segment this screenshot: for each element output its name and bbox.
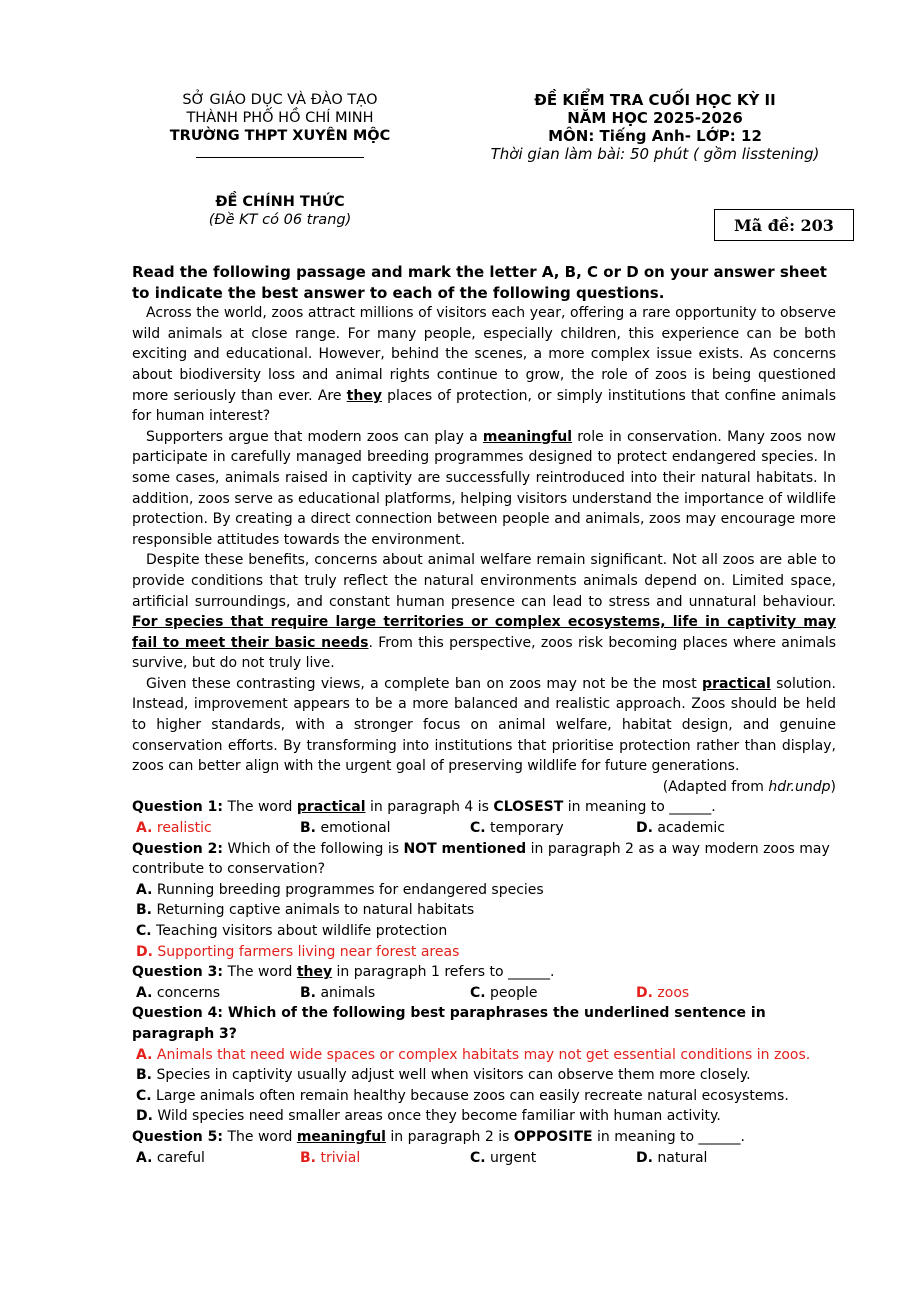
question-2-option-b[interactable] [132, 900, 836, 921]
question-1-option-a[interactable] [136, 818, 300, 839]
paragraph-3 [132, 550, 836, 674]
option-text: urgent [490, 1149, 537, 1166]
question-5-options [132, 1148, 836, 1169]
page-count-note: (Đề KT có 06 trang) [208, 212, 352, 228]
paragraph-1-text-a: Across the world, zoos attract millions of visitors each year, offering a rare opportunity to observe wild animals at close range. For many people, especially children, this experience can be both exciting and educational. However, behind the scenes, a more complex issue exists. As concerns about biodiversity loss and animal rights continue to grow, the role of zoos is being questioned more seriously than ever. Are [132, 305, 836, 404]
keyword-practical: practical [702, 675, 771, 692]
question-4-option-b[interactable] [132, 1065, 836, 1086]
question-5-option-b[interactable] [300, 1148, 470, 1169]
question-1 [132, 797, 836, 818]
paragraph-4-text-b: solution. Instead, improvement appears to be a more balanced and realistic approach. Zoos should be held to higher standards, with a stronger focus on animal welfare, habitat design, and genuine conservation efforts. By transforming into institutions that prioritise protection rather than display, zoos can better align with the urgent goal of preserving wildlife for future generations. [132, 675, 837, 775]
exam-code-box [714, 209, 854, 241]
school-name: TRƯỜNG THPT XUYÊN MỘC [169, 128, 391, 144]
option-text: zoos [657, 984, 690, 1001]
paragraph-3-text-b: . From this perspective, zoos risk becoming places where animals survive, but do not truly live. [132, 634, 837, 672]
school-year: NĂM HỌC 2025-2026 [567, 109, 743, 127]
question-4-option-a[interactable] [132, 1045, 836, 1066]
department-name: SỞ GIÁO DỤC VÀ ĐÀO TẠO [182, 92, 378, 108]
option-letter: C. [470, 984, 486, 1001]
question-5-label: Question 5: [132, 1128, 223, 1145]
question-4-option-d[interactable] [132, 1106, 836, 1127]
option-letter: A. [136, 1046, 153, 1063]
option-letter: B. [136, 902, 152, 919]
question-3-text-b: in paragraph 1 refers to ______. [332, 964, 555, 981]
option-text: emotional [320, 820, 391, 837]
option-letter: A. [136, 984, 153, 1001]
option-letter: D. [136, 1108, 153, 1125]
option-text: realistic [156, 820, 212, 837]
question-1-option-d[interactable] [636, 818, 725, 839]
option-letter: D. [636, 1149, 653, 1166]
underlined-sentence: For species that require large territories or complex ecosystems, life in captivity may fail to meet their basic needs [132, 614, 836, 651]
question-3-option-b[interactable] [300, 983, 470, 1004]
option-text: careful [156, 1149, 205, 1166]
paragraph-2-text-a: Supporters argue that modern zoos can play a [146, 428, 483, 445]
question-4 [132, 1003, 836, 1044]
question-3-label: Question 3: [132, 964, 223, 981]
paragraph-1-text-b: places of protection, or simply institutions that confine animals for human interest? [132, 387, 836, 425]
question-5-option-d[interactable] [636, 1148, 707, 1169]
option-text: trivial [320, 1149, 361, 1166]
question-5-option-c[interactable] [470, 1148, 636, 1169]
paragraph-4 [132, 674, 836, 777]
option-text: Teaching visitors about wildlife protection [156, 923, 448, 939]
question-5-emphasis: OPPOSITE [513, 1128, 593, 1145]
question-2-option-d[interactable] [132, 942, 836, 963]
keyword-meaningful: meaningful [482, 428, 573, 445]
source-credit [132, 777, 836, 798]
question-5 [132, 1127, 836, 1148]
question-1-text-b: in paragraph 4 is [365, 799, 494, 816]
question-1-options [132, 818, 836, 839]
question-1-label: Question 1: [132, 799, 223, 816]
question-5-text-c: in meaning to ______. [592, 1128, 745, 1145]
question-3 [132, 962, 836, 983]
option-text: Wild species need smaller areas once they become familiar with human activity. [157, 1108, 721, 1125]
source-suffix: ) [830, 778, 836, 795]
source-name: hdr.undp [768, 778, 831, 795]
school-header [150, 91, 410, 145]
question-3-options [132, 983, 836, 1004]
option-text: Animals that need wide spaces or complex habitats may not get essential conditions in zoos. [156, 1046, 811, 1063]
header-divider [196, 157, 364, 158]
instruction: Read the following passage and mark the letter A, B, C or D on your answer sheet to indicate the best answer to each of the following questions. [132, 263, 827, 302]
city-name: THÀNH PHỐ HỒ CHÍ MINH [186, 110, 374, 126]
option-letter: B. [300, 984, 316, 1001]
option-letter: D. [636, 984, 653, 1001]
question-5-text-a: The word [223, 1128, 297, 1145]
keyword-they: they [346, 387, 382, 404]
paragraph-1 [132, 303, 836, 427]
official-label: ĐỀ CHÍNH THỨC [215, 194, 345, 210]
option-text: animals [320, 984, 376, 1001]
question-4-option-c[interactable] [132, 1086, 836, 1107]
question-3-text-a: The word [223, 964, 297, 981]
option-text: Supporting farmers living near forest areas [157, 943, 460, 960]
option-letter: A. [136, 1149, 153, 1166]
exam-code: Mã đề: 203 [734, 215, 834, 235]
exam-content [132, 262, 836, 1168]
option-text: Large animals often remain healthy because zoos can easily recreate natural ecosystems. [156, 1087, 789, 1104]
option-text: Returning captive animals to natural habitats [156, 902, 475, 919]
option-text: Running breeding programmes for endangered species [156, 881, 544, 898]
question-3-option-c[interactable] [470, 983, 636, 1004]
option-letter: C. [470, 1149, 486, 1166]
question-1-option-b[interactable] [300, 818, 470, 839]
question-5-keyword: meaningful [296, 1128, 386, 1145]
option-letter: B. [136, 1067, 152, 1084]
question-5-option-a[interactable] [136, 1148, 300, 1169]
question-2-option-a[interactable] [132, 880, 836, 901]
option-letter: C. [136, 1087, 152, 1104]
option-letter: A. [136, 881, 153, 898]
official-label-block [150, 193, 410, 229]
paragraph-3-text-a: Despite these benefits, concerns about animal welfare remain significant. Not all zoos are able to provide conditions that truly reflect the natural environments animals depend on. Limited space, artificial surroundings, and constant human presence can lead to stress and unnatural behaviour. [132, 552, 836, 610]
question-3-option-d[interactable] [636, 983, 689, 1004]
subject-line: MÔN: Tiếng Anh- LỚP: 12 [548, 127, 762, 145]
option-letter: D. [636, 820, 653, 837]
question-5-text-b: in paragraph 2 is [385, 1128, 514, 1145]
question-3-keyword: they [296, 964, 333, 981]
question-2-emphasis: NOT mentioned [403, 840, 527, 857]
option-text: concerns [156, 984, 220, 1001]
option-text: academic [657, 820, 725, 837]
question-1-emphasis: CLOSEST [493, 799, 564, 816]
option-letter: C. [136, 923, 152, 939]
question-2-option-c[interactable] [132, 921, 836, 942]
option-letter: D. [136, 943, 153, 960]
paragraph-2 [132, 427, 836, 551]
question-2-text-b: in paragraph 2 as a way modern zoos may contribute to conservation? [132, 840, 830, 878]
question-3-option-a[interactable] [136, 983, 300, 1004]
option-letter: B. [300, 820, 316, 837]
option-letter: A. [136, 820, 153, 837]
option-text: people [490, 984, 538, 1001]
question-1-text-c: in meaning to ______. [563, 799, 716, 816]
exam-title: ĐỀ KIỂM TRA CUỐI HỌC KỲ II [534, 91, 776, 109]
option-letter: B. [300, 1149, 316, 1166]
time-allowed: Thời gian làm bài: 50 phút ( gồm lisstening) [490, 145, 820, 163]
option-letter: C. [470, 820, 486, 837]
paragraph-2-text-b: role in conservation. Many zoos now participate in carefully managed breeding programmes designed to protect endangered species. In some cases, animals raised in captivity are successfully reintroduced into their natural habitats. In addition, zoos serve as educational platforms, helping visitors understand the importance of wildlife protection. By creating a direct connection between people and animals, zoos may encourage more responsible attitudes towards the environment. [132, 428, 837, 548]
option-text: temporary [490, 820, 564, 837]
question-2 [132, 839, 836, 880]
question-1-text-a: The word [223, 799, 297, 816]
question-1-option-c[interactable] [470, 818, 636, 839]
question-2-label: Question 2: [132, 840, 223, 857]
question-4-label: Question 4: Which of the following best paraphrases the underlined sentence in paragraph 3? [132, 1005, 766, 1042]
option-text: natural [657, 1149, 708, 1166]
question-2-text-a: Which of the following is [223, 840, 404, 857]
paragraph-4-text-a: Given these contrasting views, a complete ban on zoos may not be the most [146, 675, 703, 692]
exam-header [470, 91, 840, 163]
source-prefix: (Adapted from [662, 778, 769, 795]
option-text: Species in captivity usually adjust well when visitors can observe them more closely. [156, 1067, 751, 1084]
question-1-keyword: practical [296, 799, 366, 816]
